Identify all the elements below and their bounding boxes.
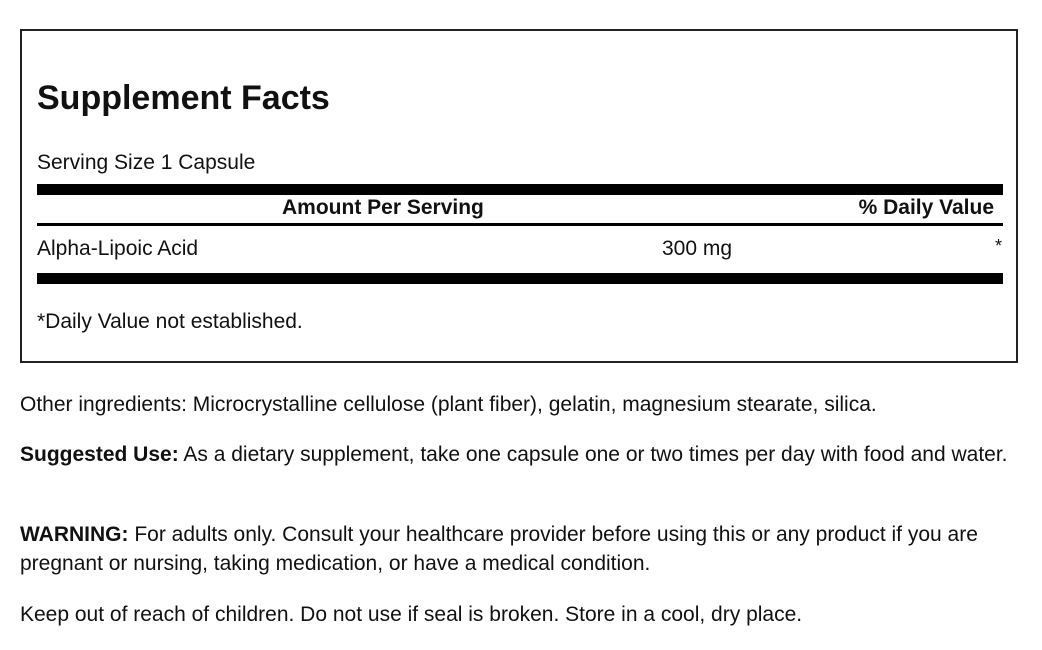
other-ingredients: Other ingredients: Microcrystalline cellulose (plant fiber), gelatin, magnesium stearate, silica. [20, 393, 877, 416]
daily-value-footnote: *Daily Value not established. [37, 310, 303, 333]
facts-title: Supplement Facts [37, 79, 330, 117]
thick-divider-bottom [37, 273, 1003, 284]
nutrient-daily-value: * [994, 236, 1002, 256]
amount-per-serving-header: Amount Per Serving [282, 196, 484, 219]
suggested-use [20, 440, 1020, 469]
supplement-facts-panel [20, 29, 1018, 363]
thin-divider [37, 223, 1003, 226]
serving-size: Serving Size 1 Capsule [37, 151, 256, 174]
daily-value-header: % Daily Value [858, 196, 994, 219]
storage-instructions: Keep out of reach of children. Do not use if seal is broken. Store in a cool, dry place. [20, 603, 803, 626]
warning [20, 520, 1020, 578]
thick-divider-top [37, 184, 1003, 195]
nutrient-amount: 300 mg [662, 237, 733, 260]
warning-text: For adults only. Consult your healthcare provider before using this or any product if you are pregnant or nursing, taking medication, or have a medical condition. [20, 523, 978, 575]
warning-label: WARNING: [20, 523, 129, 546]
suggested-use-label: Suggested Use: [20, 443, 179, 466]
nutrient-name: Alpha-Lipoic Acid [37, 237, 199, 260]
suggested-use-text: As a dietary supplement, take one capsule one or two times per day with food and water. [178, 443, 1008, 466]
